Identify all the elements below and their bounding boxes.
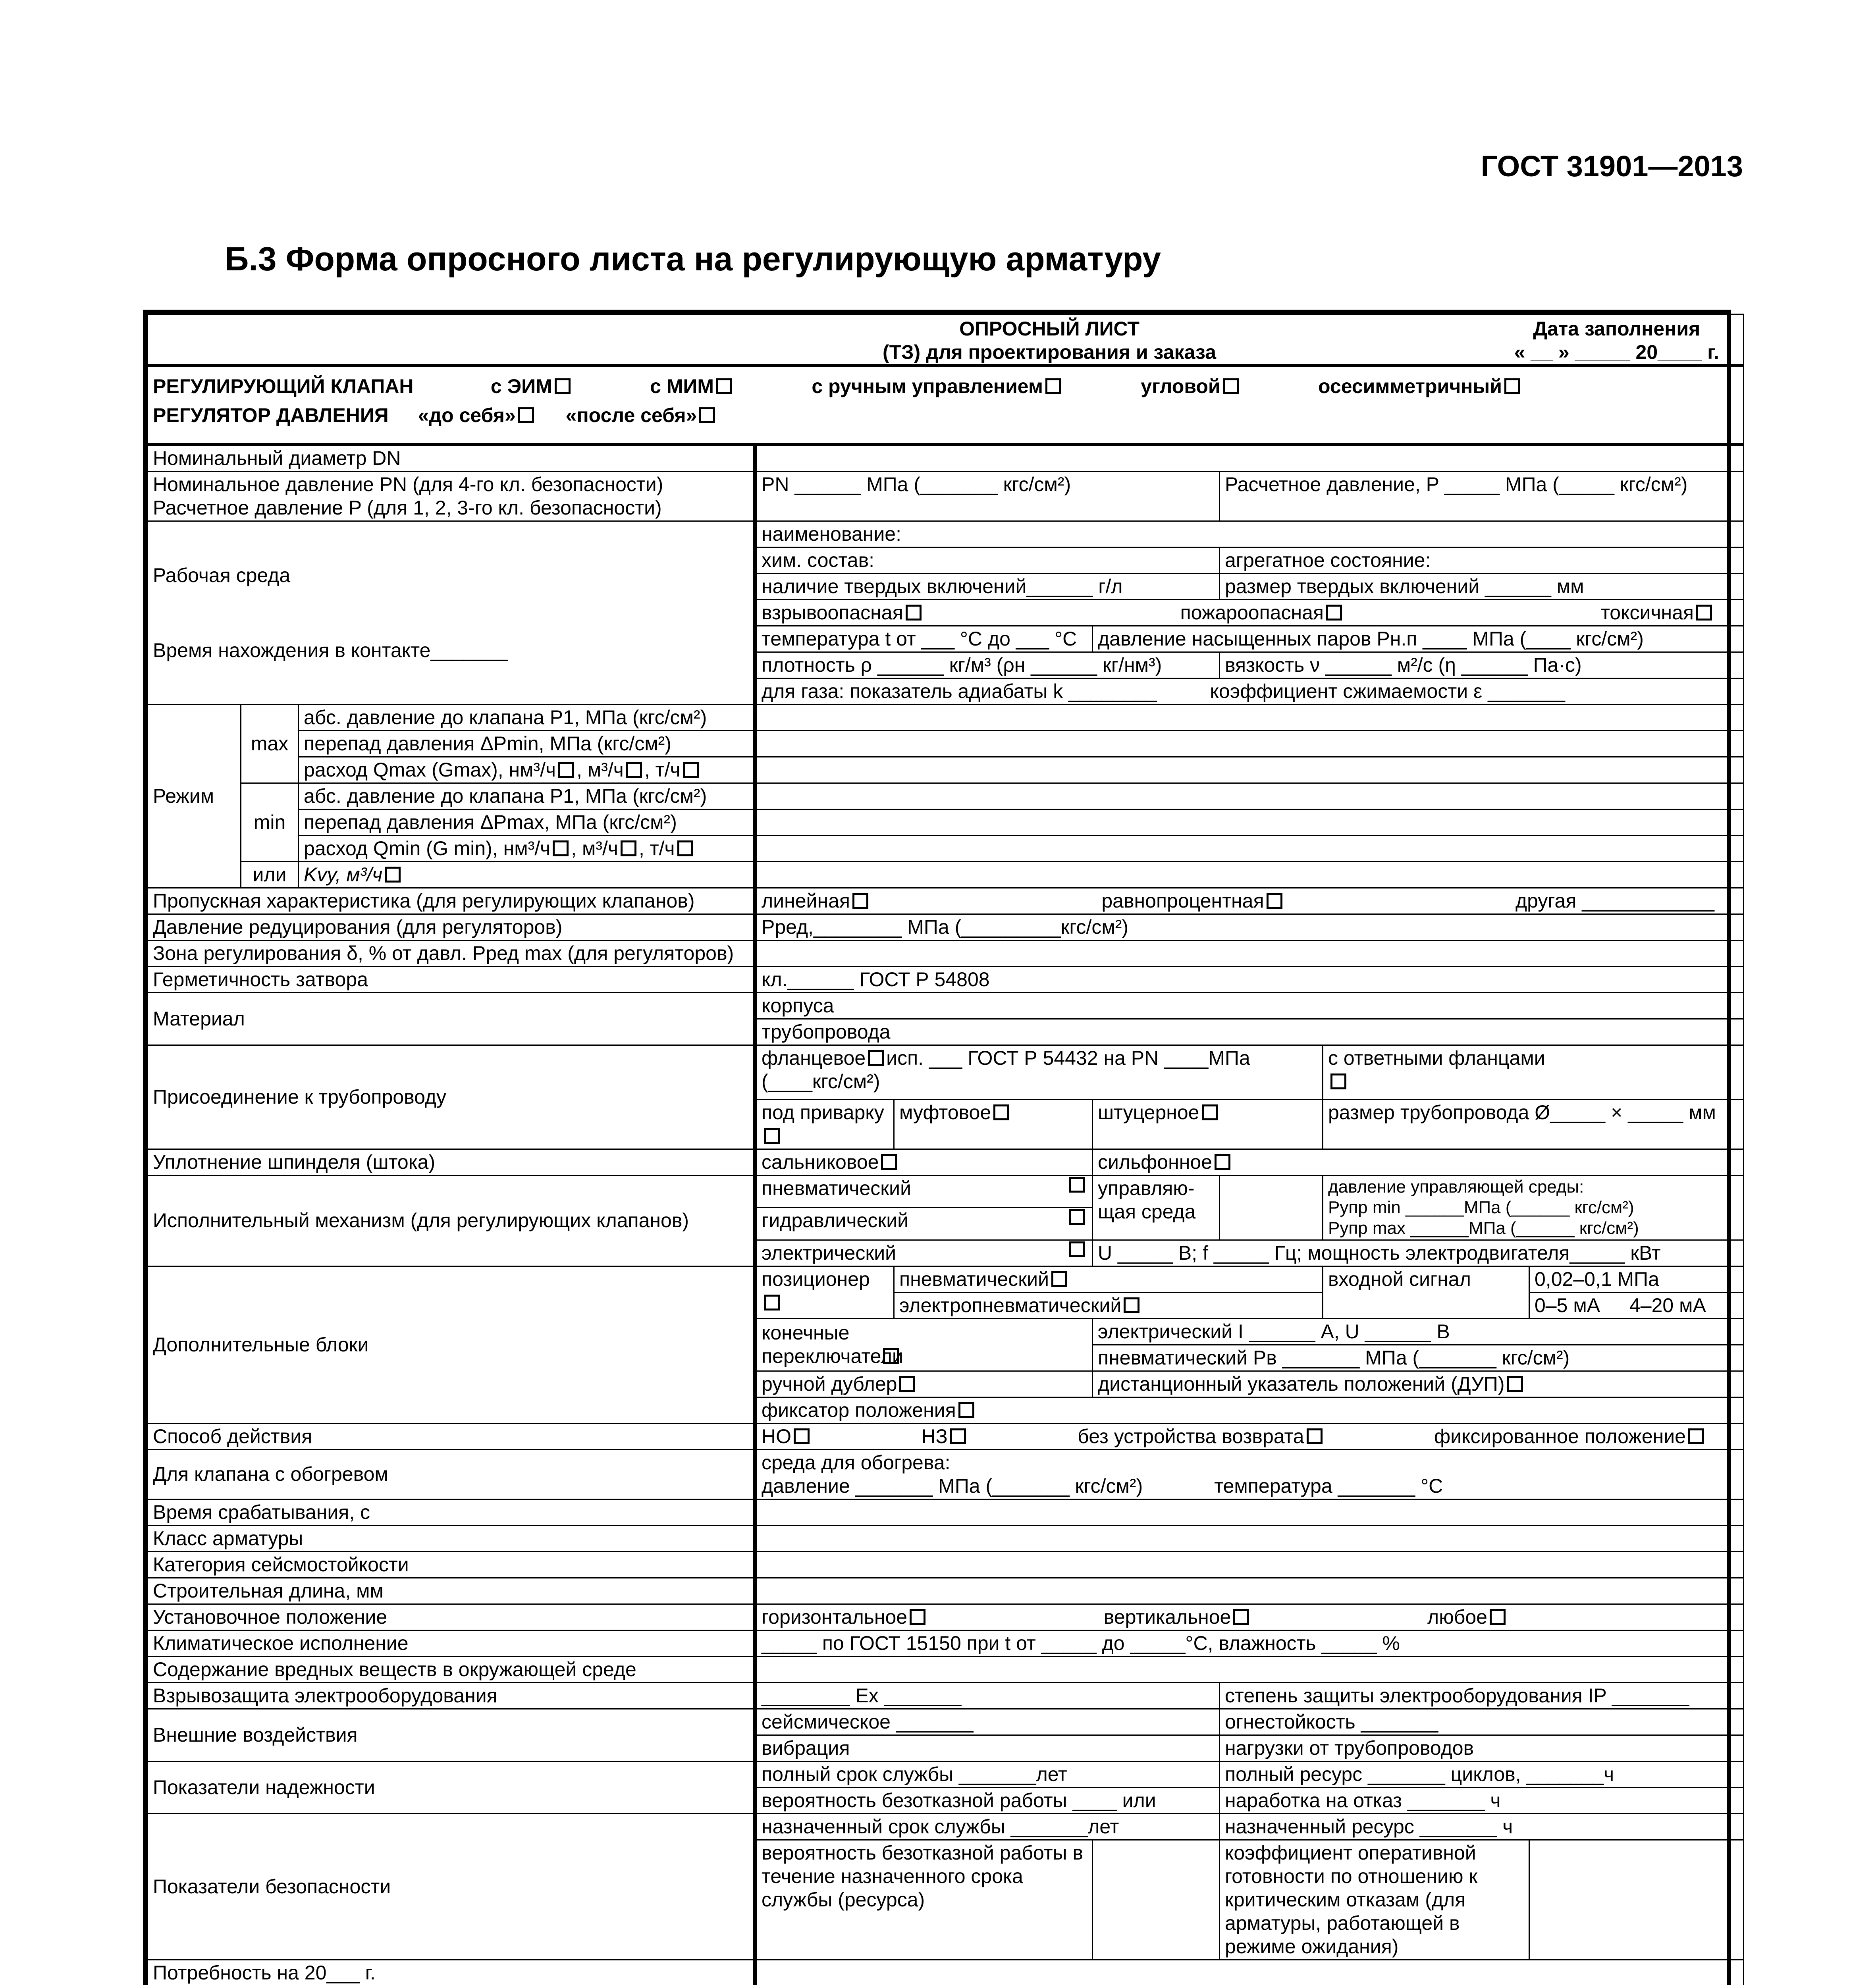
- tightness-value[interactable]: кл.______ ГОСТ Р 54808: [755, 967, 1744, 993]
- material-label: Материал: [148, 993, 755, 1045]
- assigned-failure-prob: вероятность безотказной работы в течение назначенного срока службы (ресурса): [755, 1840, 1093, 1960]
- linear-label: линейная: [762, 890, 850, 912]
- heating-pressure[interactable]: давление _______ МПа (_______ кгс/см²): [762, 1474, 1143, 1497]
- row-ex: [148, 1682, 1744, 1709]
- toxic-checkbox[interactable]: [1696, 605, 1712, 621]
- pipe-loads[interactable]: нагрузки от трубопроводов: [1220, 1735, 1744, 1761]
- zone-value[interactable]: [755, 940, 1744, 967]
- nc-checkbox[interactable]: [950, 1428, 966, 1444]
- assigned-failure-prob-value[interactable]: [1093, 1840, 1220, 1960]
- row-position: [148, 1604, 1744, 1630]
- positioner-pneumatic-checkbox[interactable]: [1051, 1271, 1067, 1287]
- pn-value[interactable]: PN ______ МПа (_______ кгс/см²): [755, 472, 1220, 521]
- vapor-pressure[interactable]: давление насыщенных паров Pн.п ____ МПа (____ кгс/см²): [1093, 626, 1744, 652]
- before-label: «до себя»: [418, 404, 516, 426]
- assigned-life[interactable]: назначенный срок службы _______лет: [755, 1813, 1220, 1840]
- seismic-category-value[interactable]: [755, 1551, 1744, 1578]
- limit-electric[interactable]: электрический I ______ А, U ______ В: [1093, 1318, 1744, 1345]
- form-subtitle: (ТЗ) для проектирования и заказа: [882, 341, 1216, 363]
- flange-checkbox[interactable]: [868, 1050, 884, 1066]
- row-zone: [148, 940, 1744, 967]
- mim-label: с МИМ: [650, 375, 714, 397]
- row-mode-kvy: [148, 862, 1744, 888]
- gland-label: сальниковое: [762, 1151, 879, 1173]
- position-lock-label: фиксатор положения: [762, 1399, 956, 1421]
- explosive-label: взрывоопасная: [762, 601, 903, 624]
- dn-value[interactable]: [755, 445, 1744, 472]
- no-label: НО: [762, 1425, 791, 1447]
- other-char-field[interactable]: другая ____________: [1515, 890, 1714, 912]
- dp-max-label: перепад давления ΔPmin, МПа (кгс/см²): [299, 731, 755, 757]
- material-body[interactable]: корпуса: [755, 993, 1744, 1019]
- signal-pneumatic[interactable]: 0,02–0,1 МПа: [1529, 1266, 1744, 1292]
- climate-value[interactable]: _____ по ГОСТ 15150 при t от _____ до _____°С, влажность _____ %: [755, 1630, 1744, 1656]
- viscosity[interactable]: вязкость ν ______ м²/с (η ______ Па·с): [1220, 652, 1744, 678]
- q-min-m3h-label: м³/ч: [582, 837, 618, 860]
- q-max-th-label: т/ч: [655, 759, 681, 781]
- assigned-resource[interactable]: назначенный ресурс _______ ч: [1220, 1813, 1744, 1840]
- act-pneumatic-checkbox[interactable]: [1069, 1177, 1085, 1193]
- q-min-value[interactable]: [755, 836, 1744, 862]
- full-resource[interactable]: полный ресурс _______ циклов, _______ч: [1220, 1761, 1744, 1787]
- p1-min-value[interactable]: [755, 783, 1744, 809]
- row-response: [148, 1499, 1744, 1525]
- row-class: [148, 1525, 1744, 1551]
- zone-label: Зона регулирования δ, % от давл. Pред max (для регуляторов): [148, 940, 755, 967]
- row-mode-dp-min: [148, 809, 1744, 836]
- p-red-label: Давление редуцирования (для регуляторов): [148, 914, 755, 940]
- density[interactable]: плотность ρ ______ кг/м³ (ρн ______ кг/нм³): [755, 652, 1220, 678]
- control-medium-label: управляю-щая среда: [1093, 1176, 1220, 1240]
- row-length: [148, 1578, 1744, 1604]
- weld-checkbox[interactable]: [764, 1128, 780, 1144]
- position-lock-checkbox[interactable]: [958, 1402, 974, 1418]
- signal-4-20ma[interactable]: 4–20 мА: [1629, 1294, 1706, 1316]
- solids-content[interactable]: наличие твердых включений______ г/л: [755, 574, 1220, 600]
- service-life[interactable]: полный срок службы _______лет: [755, 1761, 1220, 1787]
- row-flow-char: [148, 888, 1744, 914]
- control-medium-value[interactable]: [1220, 1176, 1323, 1240]
- pipe-size[interactable]: размер трубопровода Ø_____ × _____ мм: [1323, 1100, 1744, 1149]
- fixed-position-checkbox[interactable]: [1688, 1428, 1704, 1444]
- manual-override-label: ручной дублер: [762, 1372, 897, 1395]
- row-seismic-cat: [148, 1551, 1744, 1578]
- ctrl-pressure-max[interactable]: Pупр max ______МПа (______ кгс/см²): [1328, 1218, 1639, 1238]
- install-position-label: Установочное положение: [148, 1604, 755, 1630]
- signal-0-5ma[interactable]: 0–5 мА: [1535, 1294, 1600, 1316]
- flow-char-label: Пропускная характеристика (для регулирующих клапанов): [148, 888, 755, 914]
- fill-date-field[interactable]: « __ » _____ 20____ г.: [1514, 341, 1719, 363]
- material-pipe[interactable]: трубопровода: [755, 1019, 1744, 1045]
- q-min-m3h-checkbox[interactable]: [621, 840, 636, 856]
- any-position-checkbox[interactable]: [1490, 1609, 1506, 1625]
- connection-label: Присоединение к трубопроводу: [148, 1045, 755, 1149]
- chem-composition[interactable]: хим. состав:: [755, 547, 1220, 574]
- flange-kgs[interactable]: (____кгс/см²): [762, 1070, 880, 1093]
- p-calc-label: Расчетное давление P (для 1, 2, 3-го кл. безопасности): [153, 497, 662, 519]
- nipple-label: штуцерное: [1098, 1101, 1199, 1124]
- row-harmful: [148, 1656, 1744, 1682]
- q-max-nm3-checkbox[interactable]: [558, 762, 574, 778]
- fire-label: пожароопасная: [1180, 601, 1324, 624]
- positioner-pneumatic-label: пневматический: [899, 1268, 1049, 1290]
- weld-label: под приварку: [762, 1101, 884, 1124]
- extra-blocks-label: Дополнительные блоки: [148, 1266, 755, 1423]
- q-max-th-checkbox[interactable]: [683, 762, 699, 778]
- face-length-value[interactable]: [755, 1578, 1744, 1604]
- or-label: или: [241, 862, 299, 888]
- q-max-m3h-checkbox[interactable]: [626, 762, 642, 778]
- demand-label[interactable]: Потребность на 20___ г.: [148, 1960, 755, 1985]
- row-demand: [148, 1960, 1744, 1985]
- q-min-th-label: т/ч: [650, 837, 675, 860]
- equal-pct-label: равнопроцентная: [1101, 890, 1264, 912]
- explosion-protection-label: Взрывозащита электрооборудования: [148, 1682, 755, 1709]
- q-min-th-checkbox[interactable]: [677, 840, 693, 856]
- valve-class-label: Класс арматуры: [148, 1525, 755, 1551]
- row-external-seismic: [148, 1709, 1744, 1735]
- toxic-label: токсичная: [1600, 601, 1694, 624]
- medium-label: Рабочая среда: [153, 564, 291, 586]
- stem-seal-label: Уплотнение шпинделя (штока): [148, 1149, 755, 1176]
- ip-rating[interactable]: степень защиты электрооборудования IP _______: [1220, 1682, 1744, 1709]
- electropneumatic-label: электропневматический: [899, 1294, 1122, 1316]
- horizontal-label: горизонтальное: [762, 1605, 908, 1628]
- kvy-value[interactable]: [755, 862, 1744, 888]
- seismic-impact[interactable]: сейсмическое _______: [755, 1709, 1220, 1735]
- manual-checkbox[interactable]: [1045, 378, 1061, 394]
- row-medium-name: [148, 521, 1744, 547]
- limit-switches-label: конечные переключатели: [762, 1322, 903, 1368]
- failure-free-prob[interactable]: вероятность безотказной работы ____ или: [755, 1787, 1220, 1813]
- row-material-body: [148, 993, 1744, 1019]
- heated-label: Для клапана с обогревом: [148, 1449, 755, 1499]
- manual-label: с ручным управлением: [812, 375, 1043, 397]
- form-title: ОПРОСНЫЙ ЛИСТ: [959, 318, 1139, 340]
- limit-pneumatic[interactable]: пневматический Pв _______ МПа (_______ кгс/см²): [1093, 1345, 1744, 1371]
- gland-checkbox[interactable]: [881, 1154, 897, 1170]
- face-length-label: Строительная длина, мм: [148, 1578, 755, 1604]
- section-heading: Б.3 Форма опросного листа на регулирующую арматуру: [225, 240, 1161, 278]
- no-return-label: без устройства возврата: [1078, 1425, 1304, 1447]
- row-mode-q-min: расход Qmin (G min), нм³/ч , м³/ч , т/ч: [148, 836, 1744, 862]
- input-signal-label: входной сигнал: [1323, 1266, 1529, 1318]
- manual-override-checkbox[interactable]: [899, 1376, 915, 1392]
- row-p-red: [148, 914, 1744, 940]
- vertical-checkbox[interactable]: [1233, 1609, 1249, 1625]
- fire-checkbox[interactable]: [1326, 605, 1342, 621]
- row-heated: [148, 1449, 1744, 1499]
- nc-label: НЗ: [921, 1425, 948, 1447]
- act-hydraulic-label: гидравлический: [762, 1209, 909, 1232]
- seismic-category-label: Категория сейсмостойкости: [148, 1551, 755, 1578]
- temperature-range[interactable]: температура t от ___ °С до ___ °С: [755, 626, 1093, 652]
- remote-indicator-label: дистанционный указатель положений (ДУП): [1098, 1372, 1505, 1395]
- dp-min-label: перепад давления ΔPmax, МПа (кгс/см²): [299, 809, 755, 836]
- act-hydraulic-checkbox[interactable]: [1069, 1209, 1085, 1225]
- tightness-label: Герметичность затвора: [148, 967, 755, 993]
- row-mode-dp-max: [148, 731, 1744, 757]
- positioner-label: позиционер: [762, 1268, 870, 1290]
- coupling-checkbox[interactable]: [993, 1104, 1009, 1120]
- any-position-label: любое: [1427, 1605, 1487, 1628]
- valve-type-row: [148, 366, 1744, 445]
- dn-label: Номинальный диаметр DN: [148, 445, 755, 472]
- compressibility[interactable]: коэффициент сжимаемости ε _______: [1210, 680, 1565, 702]
- row-pn: [148, 472, 1744, 521]
- fill-date-label: Дата заполнения: [1533, 318, 1701, 340]
- no-return-checkbox[interactable]: [1307, 1428, 1323, 1444]
- form-header-row: [148, 314, 1744, 366]
- kvy-checkbox[interactable]: [385, 867, 401, 883]
- harmful-substances-value[interactable]: [755, 1656, 1744, 1682]
- axisym-label: осесимметричный: [1318, 375, 1502, 397]
- row-reliability-life: [148, 1761, 1744, 1787]
- heating-temperature[interactable]: температура _______ °С: [1214, 1474, 1443, 1497]
- nipple-checkbox[interactable]: [1202, 1104, 1218, 1120]
- row-actuator-pneumatic: [148, 1176, 1744, 1208]
- fire-resistance[interactable]: огнестойкость _______: [1220, 1709, 1744, 1735]
- flange-standard[interactable]: исп. ___ ГОСТ Р 54432 на PN ____МПа: [886, 1047, 1250, 1069]
- after-label: «после себя»: [565, 404, 697, 426]
- eim-checkbox[interactable]: [555, 378, 571, 394]
- before-checkbox[interactable]: [518, 407, 534, 423]
- p1-max-label: абс. давление до клапана P1, МПа (кгс/см²): [299, 705, 755, 731]
- ctrl-pressure-min[interactable]: Pупр min ______МПа (______ кгс/см²): [1328, 1197, 1634, 1217]
- control-valve-label: РЕГУЛИРУЮЩИЙ КЛАПАН: [153, 375, 414, 397]
- form-table: [147, 314, 1744, 1985]
- ctrl-pressure-label: давление управляющей среды:: [1328, 1177, 1584, 1197]
- linear-checkbox[interactable]: [852, 893, 868, 909]
- external-impacts-label: Внешние воздействия: [148, 1709, 755, 1761]
- safety-label: Показатели безопасности: [148, 1813, 755, 1960]
- mtbf[interactable]: наработка на отказ _______ ч: [1220, 1787, 1744, 1813]
- row-extra-positioner: [148, 1266, 1744, 1292]
- mim-checkbox[interactable]: [716, 378, 732, 394]
- q-max-value[interactable]: [755, 757, 1744, 783]
- row-stem-seal: [148, 1149, 1744, 1176]
- q-max-m3h-label: м³/ч: [587, 759, 624, 781]
- limit-switches-checkbox[interactable]: [883, 1348, 899, 1364]
- dp-min-value[interactable]: [755, 809, 1744, 836]
- row-action: [148, 1423, 1744, 1449]
- pressure-regulator-label: РЕГУЛЯТОР ДАВЛЕНИЯ: [153, 404, 389, 426]
- q-min-label: расход Qmin (G min), нм³/ч: [304, 837, 551, 860]
- horizontal-checkbox[interactable]: [910, 1609, 925, 1625]
- row-dn: [148, 445, 1744, 472]
- axisym-checkbox[interactable]: [1504, 378, 1520, 394]
- aggregate-state[interactable]: агрегатное состояние:: [1220, 547, 1744, 574]
- ex-marking[interactable]: ________ Ex _______: [755, 1682, 1220, 1709]
- positioner-checkbox[interactable]: [764, 1295, 780, 1310]
- demand-value[interactable]: [755, 1960, 1744, 1985]
- dp-max-value[interactable]: [755, 731, 1744, 757]
- heating-medium[interactable]: среда для обогрева:: [762, 1451, 951, 1474]
- reliability-label: Показатели надежности: [148, 1761, 755, 1813]
- medium-name[interactable]: наименование:: [755, 521, 1744, 547]
- bellows-label: сильфонное: [1098, 1151, 1212, 1173]
- coupling-label: муфтовое: [899, 1101, 991, 1124]
- kvy-label: Kvy, м³/ч: [304, 863, 383, 886]
- mating-flanges-checkbox[interactable]: [1330, 1073, 1346, 1089]
- angle-label: угловой: [1141, 375, 1220, 397]
- act-electric-label: электрический: [762, 1241, 897, 1264]
- row-mode-q-max: расход Qmax (Gmax), нм³/ч , м³/ч , т/ч: [148, 757, 1744, 783]
- min-label: min: [241, 783, 299, 862]
- readiness-coef-value[interactable]: [1529, 1840, 1744, 1960]
- p1-min-label: абс. давление до клапана P1, МПа (кгс/см²): [299, 783, 755, 809]
- questionnaire-form: [143, 310, 1731, 1985]
- vertical-label: вертикальное: [1103, 1605, 1231, 1628]
- row-connection-flange: [148, 1045, 1744, 1100]
- act-pneumatic-label: пневматический: [762, 1177, 912, 1199]
- flange-label: фланцевое: [762, 1047, 866, 1069]
- actuator-label: Исполнительный механизм (для регулирующих клапанов): [148, 1176, 755, 1266]
- equal-pct-checkbox[interactable]: [1267, 893, 1282, 909]
- eim-label: с ЭИМ: [490, 375, 552, 397]
- document-code: ГОСТ 31901—2013: [1481, 150, 1743, 183]
- climate-label: Климатическое исполнение: [148, 1630, 755, 1656]
- q-max-label: расход Qmax (Gmax), нм³/ч: [304, 759, 556, 781]
- q-min-nm3-checkbox[interactable]: [553, 840, 569, 856]
- angle-checkbox[interactable]: [1223, 378, 1239, 394]
- row-mode-p1-min: [148, 783, 1744, 809]
- bellows-checkbox[interactable]: [1215, 1154, 1230, 1170]
- remote-indicator-checkbox[interactable]: [1507, 1376, 1523, 1392]
- readiness-coef: коэффициент оперативной готовности по отношению к критическим отказам (для арматуры, работающей в режиме ожидания): [1220, 1840, 1529, 1960]
- row-climate: [148, 1630, 1744, 1656]
- vibration[interactable]: вибрация: [755, 1735, 1220, 1761]
- act-electric-checkbox[interactable]: [1069, 1241, 1085, 1257]
- row-safety-assigned: [148, 1813, 1744, 1840]
- p1-max-value[interactable]: [755, 705, 1744, 731]
- response-time-value[interactable]: [755, 1499, 1744, 1525]
- solids-size[interactable]: размер твердых включений ______ мм: [1220, 574, 1744, 600]
- harmful-substances-label: Содержание вредных веществ в окружающей среде: [148, 1656, 755, 1682]
- p-calc-value[interactable]: Расчетное давление, P _____ МПа (_____ кгс/см²): [1220, 472, 1744, 521]
- after-checkbox[interactable]: [699, 407, 715, 423]
- action-label: Способ действия: [148, 1423, 755, 1449]
- mating-flanges-label: с ответными фланцами: [1328, 1047, 1545, 1069]
- row-tightness: [148, 967, 1744, 993]
- explosive-checkbox[interactable]: [906, 605, 922, 621]
- p-red-value[interactable]: Pред,________ МПа (_________кгс/см²): [755, 914, 1744, 940]
- electropneumatic-checkbox[interactable]: [1124, 1297, 1139, 1313]
- response-time-label: Время срабатывания, с: [148, 1499, 755, 1525]
- contact-time-label[interactable]: Время нахождения в контакте_______: [153, 639, 508, 661]
- fixed-position-label: фиксированное положение: [1434, 1425, 1686, 1447]
- motor-params[interactable]: U _____ В; f _____ Гц; мощность электродвигателя_____ кВт: [1093, 1240, 1744, 1266]
- max-label: max: [241, 705, 299, 783]
- pn-label: Номинальное давление PN (для 4-го кл. безопасности): [153, 473, 663, 495]
- valve-class-value[interactable]: [755, 1525, 1744, 1551]
- row-mode-p1-max: [148, 705, 1744, 731]
- mode-label: Режим: [148, 705, 241, 888]
- adiabatic-index[interactable]: для газа: показатель адиабаты k ________: [762, 680, 1157, 702]
- no-checkbox[interactable]: [794, 1428, 810, 1444]
